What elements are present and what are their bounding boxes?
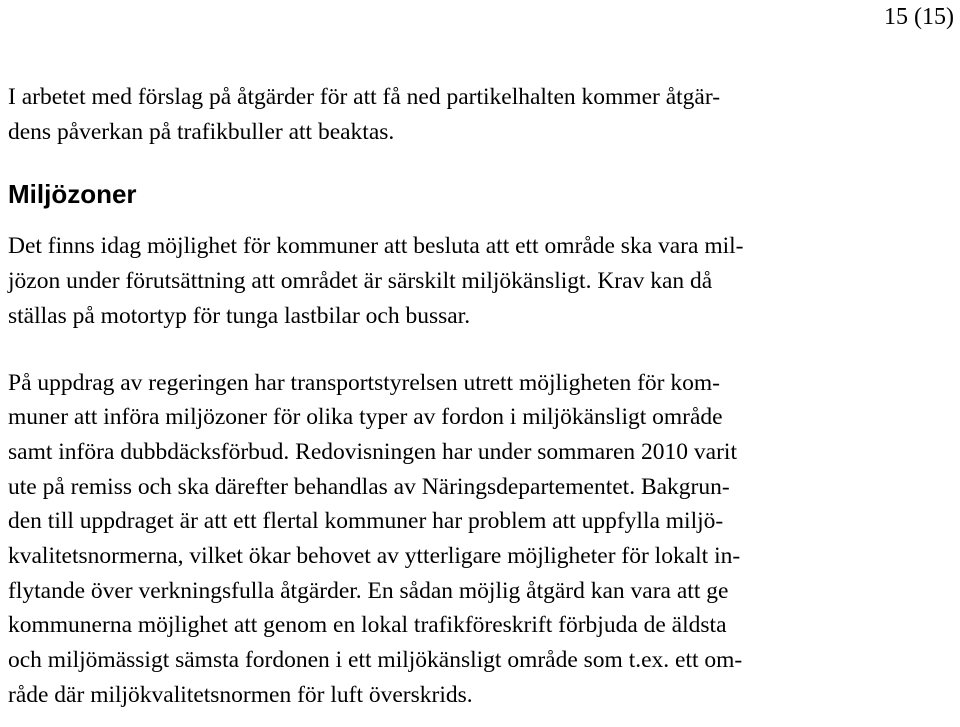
text-line: den till uppdraget är att ett flertal kommuner har problem att uppfylla miljö-: [8, 508, 724, 535]
section-heading: Miljözoner: [8, 179, 137, 210]
text-line: samt införa dubbdäcksförbud. Redovisningen har under sommaren 2010 varit: [8, 438, 737, 465]
text-line: råde där miljökvalitetsnormen för luft överskrids.: [8, 681, 473, 708]
text-line: muner att införa miljözoner för olika typer av fordon i miljökänsligt område: [8, 404, 723, 431]
text-line: Det finns idag möjlighet för kommuner att besluta att ett område ska vara mil-: [8, 233, 744, 260]
document-body: [8, 80, 956, 713]
text-line: kommunerna möjlighet att genom en lokal trafikföreskrift förbjuda de äldsta: [8, 612, 727, 639]
page-number: 15 (15): [884, 4, 954, 30]
text-line: kvalitetsnormerna, vilket ökar behovet av ytterligare möjligheter för lokalt in-: [8, 543, 741, 570]
paragraph-transportstyrelsen: [8, 366, 956, 713]
text-line: ute på remiss och ska därefter behandlas av Näringsdepartementet. Bakgrun-: [8, 473, 730, 500]
paragraph-miljozoner-intro: [8, 229, 956, 333]
text-line: ställas på motortyp för tunga lastbilar och bussar.: [8, 302, 471, 329]
text-line: och miljömässigt sämsta fordonen i ett miljökänsligt område som t.ex. ett om-: [8, 647, 743, 674]
text-line: dens påverkan på trafikbuller att beaktas.: [8, 118, 395, 145]
text-line: jözon under förutsättning att området är särskilt miljökänsligt. Krav kan då: [8, 268, 713, 295]
text-line: I arbetet med förslag på åtgärder för att få ned partikelhalten kommer åtgär-: [8, 84, 721, 110]
text-line: flytande över verkningsfulla åtgärder. En sådan möjlig åtgärd kan vara att ge: [8, 577, 729, 604]
text-line: På uppdrag av regeringen har transportstyrelsen utrett möjligheten för kom-: [8, 369, 720, 396]
intro-paragraph: [8, 80, 956, 149]
